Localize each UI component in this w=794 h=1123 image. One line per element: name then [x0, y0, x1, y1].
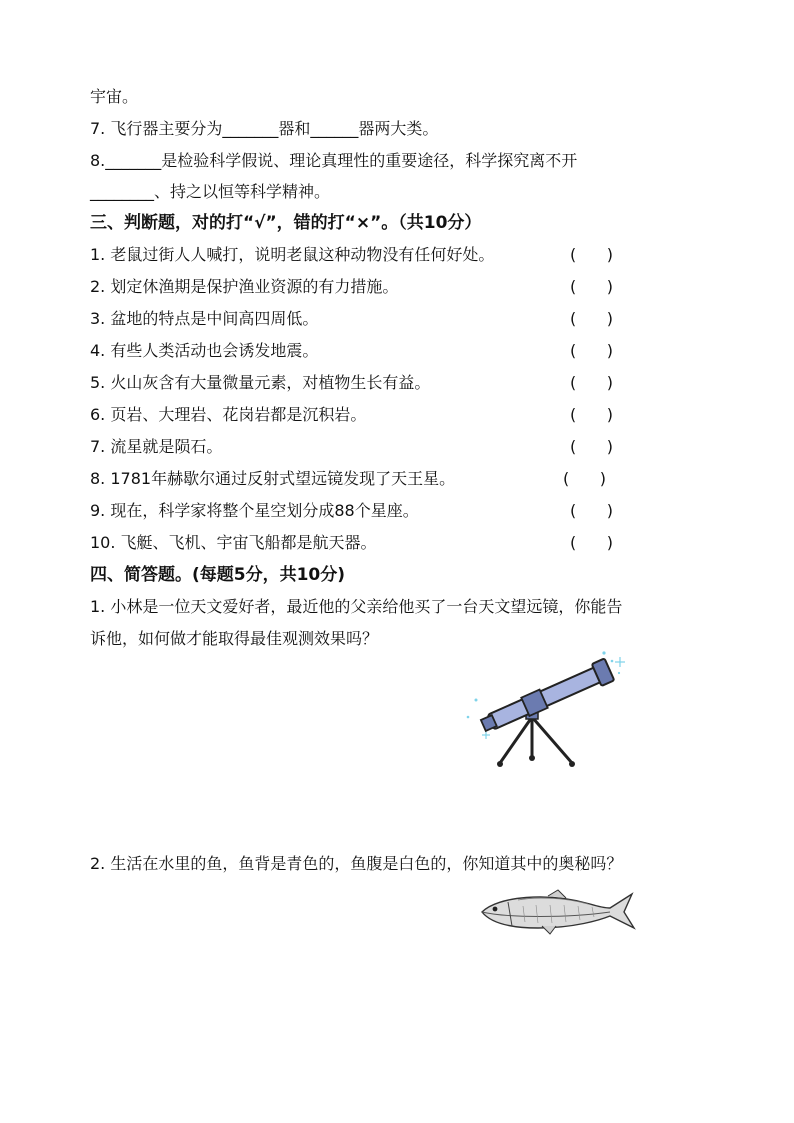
answer-paren-7[interactable]: ( ) [570, 437, 613, 456]
fish-illustration [478, 888, 638, 938]
judge-item-4: 4. 有些人类活动也会诱发地震。 [90, 341, 319, 360]
answer-paren-5[interactable]: ( ) [570, 373, 613, 392]
judge-item-7: 7. 流星就是陨石。 [90, 437, 223, 456]
judge-item-1: 1. 老鼠过街人人喊打，说明老鼠这种动物没有任何好处。 [90, 245, 495, 264]
telescope-illustration [462, 645, 632, 770]
judge-item-9: 9. 现在，科学家将整个星空划分成88个星座。 [90, 501, 419, 520]
section4-title: 四、简答题。(每题5分，共10分) [90, 565, 346, 585]
answer-paren-1[interactable]: ( ) [570, 245, 613, 264]
judge-item-8: 8. 1781年赫歇尔通过反射式望远镜发现了天王星。 [90, 469, 456, 488]
short-answer-q1-line2: 诉他，如何做才能取得最佳观测效果吗？ [90, 629, 379, 648]
short-answer-q2: 2. 生活在水里的鱼，鱼背是青色的，鱼腹是白色的，你知道其中的奥秘吗？ [90, 854, 623, 873]
answer-paren-6[interactable]: ( ) [570, 405, 613, 424]
answer-paren-4[interactable]: ( ) [570, 341, 613, 360]
fill-blank-q7: 7. 飞行器主要分为_______器和______器两大类。 [90, 119, 439, 138]
short-answer-q1-line1: 1. 小林是一位天文爱好者，最近他的父亲给他买了一台天文望远镜，你能告 [90, 597, 623, 616]
section3-title: 三、判断题，对的打“√”，错的打“×”。（共10分） [90, 213, 482, 233]
answer-paren-10[interactable]: ( ) [570, 533, 613, 552]
fill-blank-q8-line1: 8._______是检验科学假说、理论真理性的重要途径，科学探究离不开 [90, 151, 578, 170]
continuation-text: 宇宙。 [90, 87, 139, 106]
answer-paren-8[interactable]: ( ) [563, 469, 606, 488]
judge-item-3: 3. 盆地的特点是中间高四周低。 [90, 309, 319, 328]
judge-item-6: 6. 页岩、大理岩、花岗岩都是沉积岩。 [90, 405, 367, 424]
judge-item-2: 2. 划定休渔期是保护渔业资源的有力措施。 [90, 277, 399, 296]
judge-item-5: 5. 火山灰含有大量微量元素，对植物生长有益。 [90, 373, 431, 392]
answer-paren-9[interactable]: ( ) [570, 501, 613, 520]
fill-blank-q8-line2: ________、持之以恒等科学精神。 [90, 182, 331, 201]
answer-paren-2[interactable]: ( ) [570, 277, 613, 296]
judge-item-10: 10. 飞艇、飞机、宇宙飞船都是航天器。 [90, 533, 377, 552]
answer-paren-3[interactable]: ( ) [570, 309, 613, 328]
